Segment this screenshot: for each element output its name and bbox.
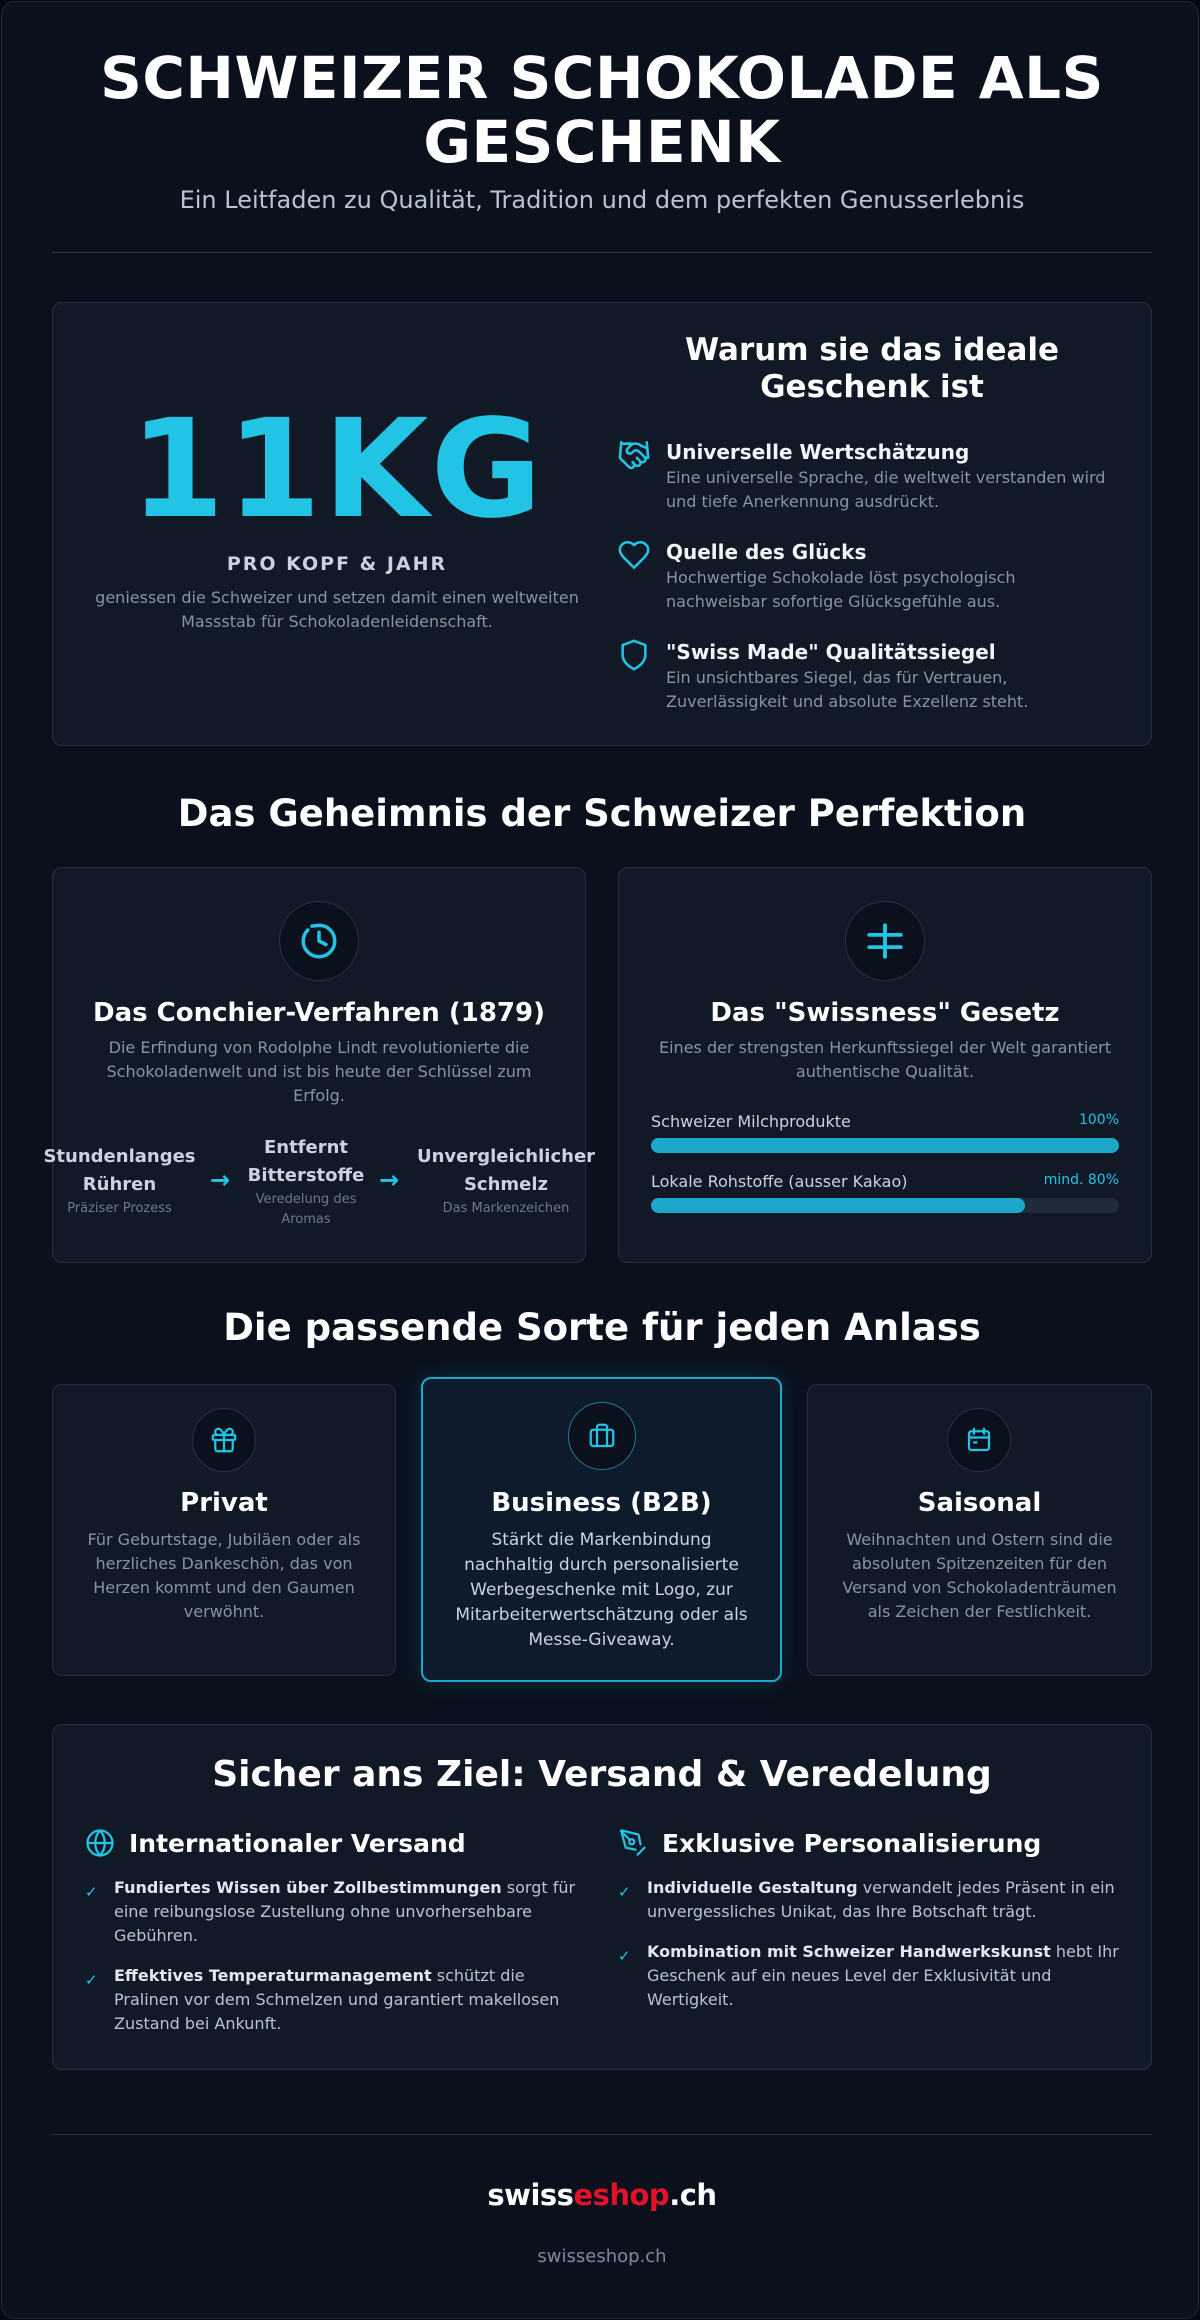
bullet-text: Kombination mit Schweizer Handwerkskunst hebt Ihr Geschenk auf ein neues Level der Exklusivität und Wertigkeit. — [647, 1942, 1119, 2009]
bullet-text: Fundiertes Wissen über Zollbestimmungen sorgt für eine reibungslose Zustellung ohne unvorhersehbare Gebühren. — [114, 1878, 576, 1945]
column-title: Exklusive Personalisierung — [662, 1829, 1042, 1858]
reason-title: Universelle Wertschätzung — [666, 440, 970, 464]
stat-description: geniessen die Schweizer und setzen damit einen weltweiten Massstab für Schokoladenleidenschaft. — [95, 588, 579, 631]
bullet-text: Effektives Temperaturmanagement schützt die Pralinen vor dem Schmelzen und garantiert makellosen Zustand bei Ankunft. — [114, 1966, 560, 2033]
reason-title: Quelle des Glücks — [666, 540, 867, 564]
reason-description: Ein unsichtbares Siegel, das für Vertrauen, Zuverlässigkeit und absolute Exzellenz steht. — [666, 668, 1029, 711]
process-step: Stundenlanges Rühren Präziser Prozess — [43, 1146, 196, 1216]
reason-title: "Swiss Made" Qualitätssiegel — [666, 640, 996, 664]
occasion-description: Weihnachten und Ostern sind die absoluten Spitzenzeiten für den Versand von Schokoladenträumen als Zeichen der Festlichkeit. — [842, 1530, 1117, 1621]
progress-track — [651, 1198, 1119, 1213]
arrow-right-icon: → — [210, 1166, 231, 1194]
bullet-text: Individuelle Gestaltung verwandelt jedes Präsent in ein unvergessliches Unikat, das Ihre Botschaft trägt. — [647, 1878, 1115, 1921]
occasion-title: Saisonal — [917, 1488, 1042, 1518]
conche-description: Die Erfindung von Rodolphe Lindt revolutionierte die Schokoladenwelt und ist bis heute der Schlüssel zum Erfolg. — [106, 1038, 532, 1105]
bar-label: Schweizer Milchprodukte — [651, 1112, 851, 1131]
column-title: Internationaler Versand — [129, 1829, 466, 1858]
history-clock-icon — [279, 901, 359, 981]
divider — [52, 2134, 1152, 2135]
briefcase-icon — [568, 1402, 636, 1470]
progress-track — [651, 1138, 1119, 1153]
section-heading: Das Geheimnis der Schweizer Perfektion — [177, 792, 1027, 835]
pen-tool-icon — [618, 1828, 648, 1858]
why-title: Warum sie das ideale Geschenk ist — [684, 332, 1060, 405]
check-icon: ✓ — [85, 1883, 98, 1901]
page-subtitle: Ein Leitfaden zu Qualität, Tradition und dem perfekten Genusserlebnis — [179, 186, 1025, 214]
occasion-title: Business (B2B) — [491, 1488, 712, 1518]
swissness-description: Eines der strengsten Herkunftssiegel der Welt garantiert authentische Qualität. — [659, 1038, 1111, 1081]
heart-icon — [617, 538, 651, 572]
conche-title: Das Conchier-Verfahren (1879) — [93, 998, 545, 1028]
occasion-description: Für Geburtstage, Jubiläen oder als herzliches Dankeschön, das von Herzen kommt und den Gaumen verwöhnt. — [87, 1530, 361, 1621]
reason-description: Hochwertige Schokolade löst psychologisch nachweisbar sofortige Glücksgefühle aus. — [666, 568, 1016, 611]
gift-icon — [192, 1408, 256, 1472]
section-heading: Sicher ans Ziel: Versand & Veredelung — [212, 1754, 992, 1795]
process-step: Unvergleichlicher Schmelz Das Markenzeichen — [416, 1146, 596, 1216]
check-icon: ✓ — [618, 1883, 631, 1901]
check-icon: ✓ — [618, 1947, 631, 1965]
calendar-icon — [947, 1408, 1011, 1472]
page — [1, 1, 1199, 2319]
page-title: SCHWEIZER SCHOKOLADE ALS GESCHENK — [100, 44, 1104, 176]
divider — [52, 252, 1152, 253]
footer-link[interactable]: swisseshop.ch — [537, 2246, 667, 2267]
progress-fill — [651, 1198, 1025, 1213]
arrow-right-icon: → — [379, 1166, 400, 1194]
stat-label: PRO KOPF & JAHR — [226, 553, 448, 575]
reason-description: Eine universelle Sprache, die weltweit verstanden wird und tiefe Anerkennung ausdrückt. — [666, 468, 1106, 511]
bar-label: Lokale Rohstoffe (ausser Kakao) — [651, 1172, 908, 1191]
progress-fill — [651, 1138, 1119, 1153]
brand-logo[interactable]: swisseshop.ch — [487, 2178, 717, 2212]
occasion-description: Stärkt die Markenbindung nachhaltig durch personalisierte Werbegeschenke mit Logo, zur Mitarbeiterwertschätzung oder als Messe-Giveaway. — [455, 1530, 748, 1650]
bar-value: mind. 80% — [1043, 1172, 1119, 1188]
occasion-title: Privat — [180, 1488, 268, 1518]
handshake-icon — [617, 438, 651, 472]
stat-value: 11KG — [129, 391, 545, 549]
bar-value: 100% — [1078, 1112, 1119, 1128]
swiss-cross-icon — [845, 901, 925, 981]
check-icon: ✓ — [85, 1971, 98, 1989]
shield-icon — [617, 638, 651, 672]
swissness-title: Das "Swissness" Gesetz — [710, 998, 1060, 1028]
process-step: Entfernt Bitterstoffe Veredelung des Aromas — [247, 1137, 365, 1227]
globe-icon — [85, 1828, 115, 1858]
section-heading: Die passende Sorte für jeden Anlass — [223, 1306, 981, 1349]
